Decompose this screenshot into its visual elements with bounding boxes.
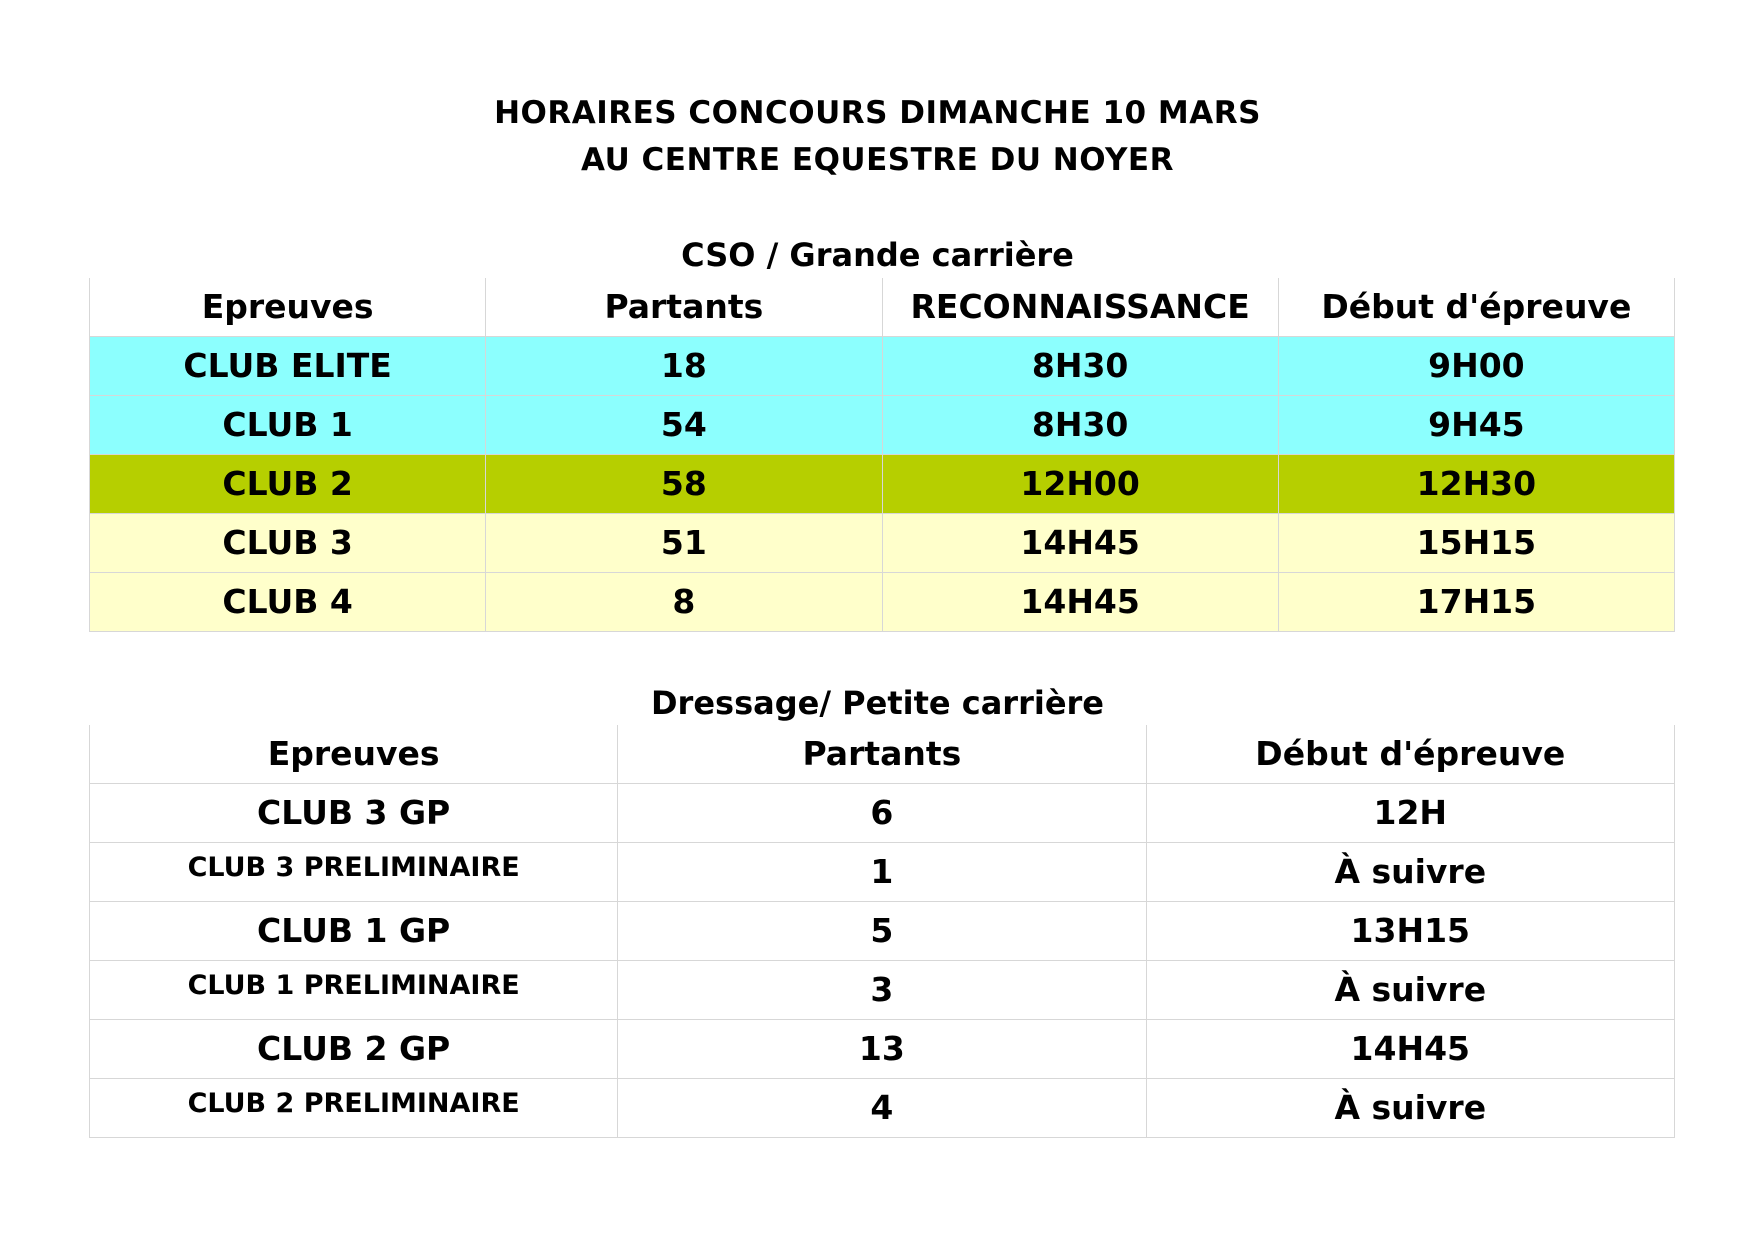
table-row <box>90 573 1675 632</box>
cso-cell-partants: 18 <box>486 337 882 396</box>
cso-cell-epreuve: CLUB 1 <box>90 396 486 455</box>
page-title-line-2: AU CENTRE EQUESTRE DU NOYER <box>581 142 1174 178</box>
dressage-cell-debut: 12H <box>1146 784 1674 843</box>
table-row <box>90 514 1675 573</box>
table-row <box>90 1020 1675 1079</box>
dressage-cell-debut: 14H45 <box>1146 1020 1674 1079</box>
cso-cell-debut: 9H45 <box>1278 396 1674 455</box>
cso-cell-partants: 51 <box>486 514 882 573</box>
dressage-cell-epreuve: CLUB 1 PRELIMINAIRE <box>90 961 618 1020</box>
cso-cell-debut: 12H30 <box>1278 455 1674 514</box>
dressage-cell-epreuve: CLUB 2 PRELIMINAIRE <box>90 1079 618 1138</box>
cso-cell-debut: 15H15 <box>1278 514 1674 573</box>
dressage-cell-debut: 13H15 <box>1146 902 1674 961</box>
dressage-cell-epreuve: CLUB 2 GP <box>90 1020 618 1079</box>
cso-cell-epreuve: CLUB 2 <box>90 455 486 514</box>
dressage-cell-epreuve: CLUB 1 GP <box>90 902 618 961</box>
cso-header-row <box>90 278 1675 337</box>
dressage-cell-partants: 3 <box>618 961 1146 1020</box>
dressage-cell-partants: 4 <box>618 1079 1146 1138</box>
cso-header-epreuves: Epreuves <box>90 278 486 337</box>
cso-cell-reconnaissance: 8H30 <box>882 337 1278 396</box>
dressage-header-row <box>90 725 1675 784</box>
dressage-cell-debut: À suivre <box>1146 961 1674 1020</box>
cso-cell-reconnaissance: 8H30 <box>882 396 1278 455</box>
dressage-cell-epreuve: CLUB 3 GP <box>90 784 618 843</box>
table-row <box>90 337 1675 396</box>
table-row <box>90 902 1675 961</box>
dressage-cell-partants: 6 <box>618 784 1146 843</box>
cso-cell-reconnaissance: 12H00 <box>882 455 1278 514</box>
cso-cell-debut: 9H00 <box>1278 337 1674 396</box>
cso-cell-partants: 58 <box>486 455 882 514</box>
page-title-line-1: HORAIRES CONCOURS DIMANCHE 10 MARS <box>494 95 1261 131</box>
cso-cell-debut: 17H15 <box>1278 573 1674 632</box>
cso-cell-partants: 54 <box>486 396 882 455</box>
table-row <box>90 1079 1675 1138</box>
cso-cell-epreuve: CLUB ELITE <box>90 337 486 396</box>
dressage-cell-debut: À suivre <box>1146 843 1674 902</box>
cso-header-reconnaissance: RECONNAISSANCE <box>882 278 1278 337</box>
dressage-header-debut: Début d'épreuve <box>1146 725 1674 784</box>
table-row <box>90 396 1675 455</box>
cso-header-partants: Partants <box>486 278 882 337</box>
cso-cell-epreuve: CLUB 3 <box>90 514 486 573</box>
cso-cell-epreuve: CLUB 4 <box>90 573 486 632</box>
table-row <box>90 784 1675 843</box>
cso-cell-reconnaissance: 14H45 <box>882 573 1278 632</box>
dressage-header-partants: Partants <box>618 725 1146 784</box>
table-row <box>90 455 1675 514</box>
cso-cell-partants: 8 <box>486 573 882 632</box>
dressage-cell-epreuve: CLUB 3 PRELIMINAIRE <box>90 843 618 902</box>
cso-schedule-table <box>89 278 1675 632</box>
table-row <box>90 961 1675 1020</box>
dressage-schedule-table <box>89 725 1675 1138</box>
dressage-cell-partants: 5 <box>618 902 1146 961</box>
dressage-cell-partants: 13 <box>618 1020 1146 1079</box>
cso-cell-reconnaissance: 14H45 <box>882 514 1278 573</box>
table-row <box>90 843 1675 902</box>
dressage-cell-partants: 1 <box>618 843 1146 902</box>
dressage-header-epreuves: Epreuves <box>90 725 618 784</box>
cso-section-title: CSO / Grande carrière <box>681 236 1074 274</box>
cso-header-debut: Début d'épreuve <box>1278 278 1674 337</box>
dressage-section-title: Dressage/ Petite carrière <box>650 684 1104 722</box>
dressage-cell-debut: À suivre <box>1146 1079 1674 1138</box>
